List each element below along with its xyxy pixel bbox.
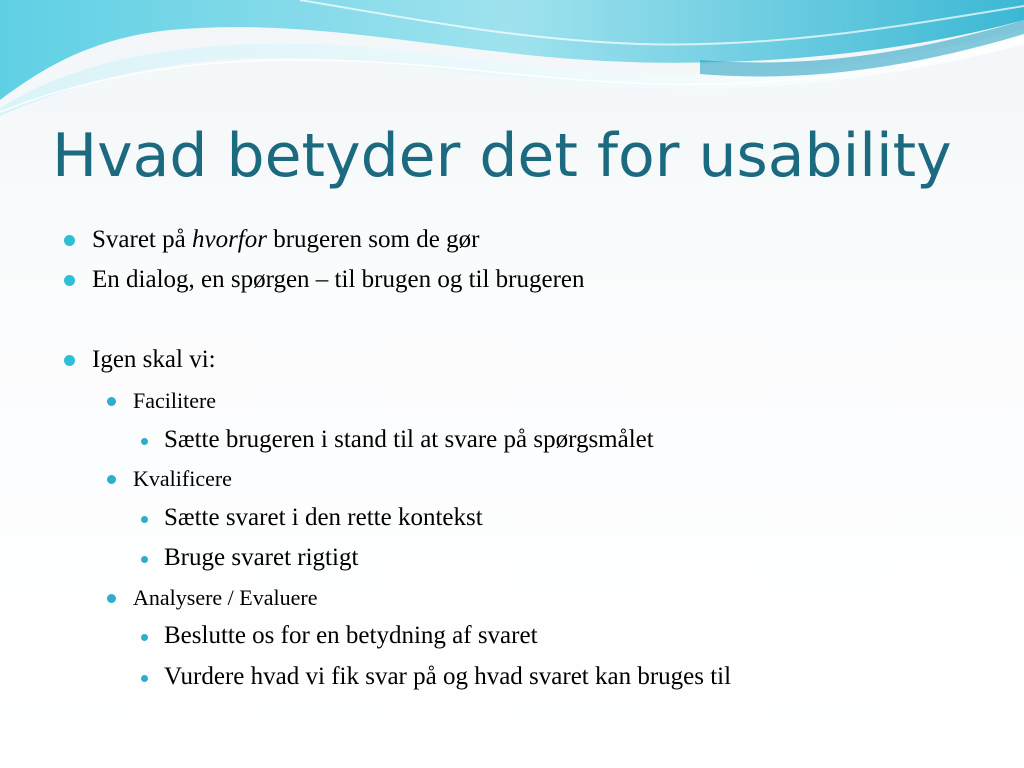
bullet-text: En dialog, en spørgen – til brugen og til brugeren — [92, 266, 585, 293]
sub-bullet-item — [133, 388, 216, 413]
sub-bullet-item — [133, 466, 232, 491]
bullet-text-italic: hvorfor — [191, 226, 267, 253]
bullet-dot-icon — [141, 634, 148, 641]
bullet-text: Bruge svaret rigtigt — [164, 544, 359, 571]
sub-sub-bullet-item — [164, 622, 538, 651]
bullet-text: brugeren som de gør — [266, 226, 480, 253]
bullet-text: Kvalificere — [133, 466, 232, 491]
slide-title: Hvad betyder det for usability — [52, 121, 952, 191]
bullet-text: Svaret på — [92, 226, 192, 253]
bullet-item — [92, 226, 479, 255]
bullet-text: Igen skal vi: — [92, 346, 216, 373]
bullet-dot-icon — [141, 556, 148, 563]
bullet-text: Sætte brugeren i stand til at svare på spørgsmålet — [164, 426, 654, 453]
bullet-text: Analysere / Evaluere — [133, 585, 318, 610]
bullet-dot-icon — [107, 594, 116, 603]
bullet-dot-icon — [107, 475, 116, 484]
bullet-dot-icon — [64, 275, 75, 286]
bullet-text: Sætte svaret i den rette kontekst — [164, 504, 483, 531]
bullet-text: Vurdere hvad vi fik svar på og hvad svaret kan bruges til — [164, 663, 732, 690]
bullet-dot-icon — [141, 675, 148, 682]
sub-sub-bullet-item — [164, 544, 358, 573]
sub-sub-bullet-item — [164, 663, 731, 692]
sub-bullet-item — [133, 585, 317, 610]
bullet-item — [92, 346, 216, 375]
bullet-text: Facilitere — [133, 388, 217, 413]
bullet-item — [92, 266, 585, 295]
bullet-dot-icon — [141, 516, 148, 523]
bullet-dot-icon — [64, 235, 75, 246]
sub-sub-bullet-item — [164, 504, 483, 533]
bullet-dot-icon — [107, 397, 116, 406]
bullet-dot-icon — [141, 438, 148, 445]
bullet-text: Beslutte os for en betydning af svaret — [164, 622, 538, 649]
sub-sub-bullet-item — [164, 426, 654, 455]
bullet-dot-icon — [64, 355, 75, 366]
